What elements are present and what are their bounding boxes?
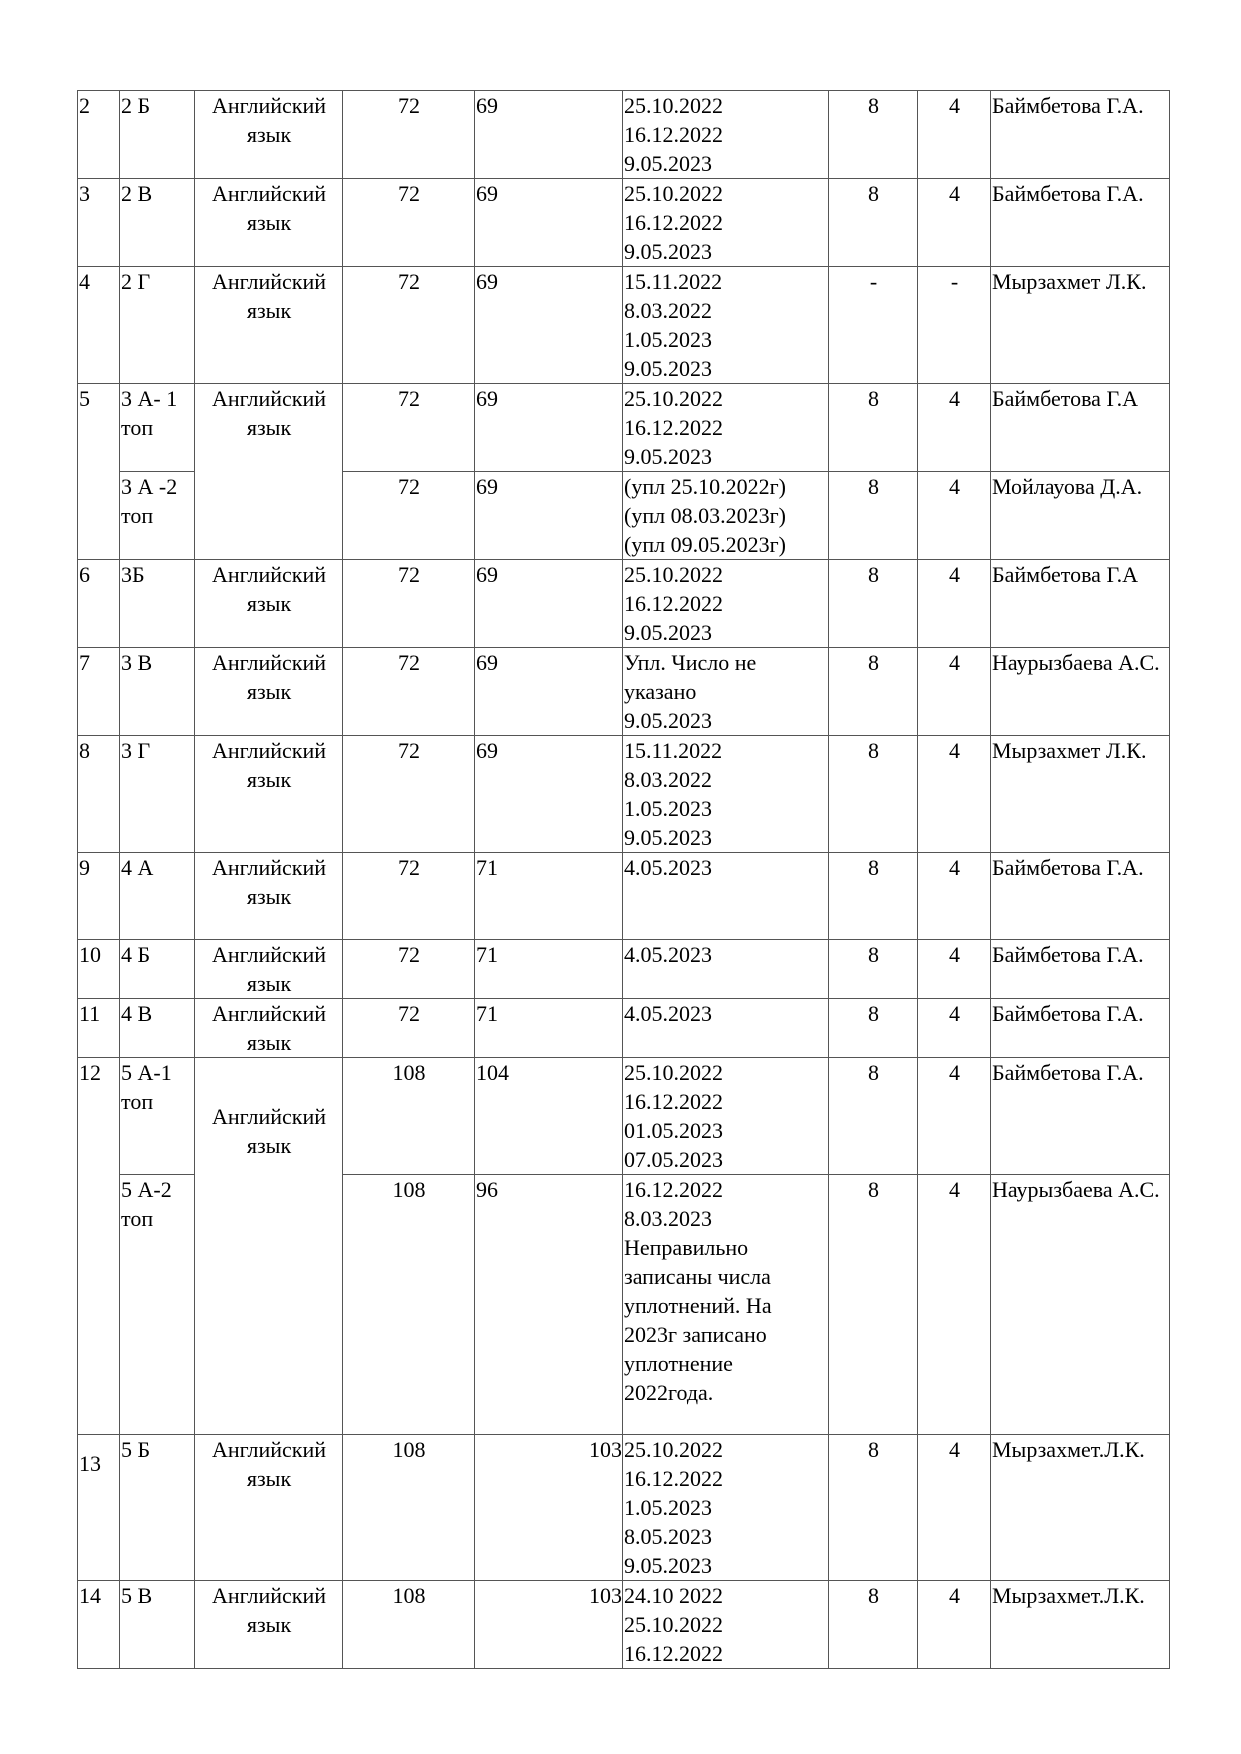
dates-cell [623, 179, 829, 267]
teacher-cell: Наурызбаева А.С. [991, 648, 1170, 736]
table-row [78, 91, 1170, 179]
actual-hours-cell: 103 [475, 1435, 623, 1581]
dates-cell [623, 91, 829, 179]
date-entry: 07.05.2023 [624, 1147, 723, 1172]
count-b-cell: 4 [918, 1058, 991, 1175]
count-a-cell: 8 [829, 736, 918, 853]
planned-hours-cell: 72 [343, 648, 475, 736]
count-a-cell: 8 [829, 853, 918, 940]
teacher-cell: Мойлауова Д.А. [991, 472, 1170, 560]
count-b-cell: 4 [918, 648, 991, 736]
class-cell: 2 В [120, 179, 195, 267]
date-entry: 8.03.2022 [624, 298, 712, 323]
row-number: 3 [78, 179, 120, 267]
row-number [78, 1435, 120, 1581]
count-b-cell: 4 [918, 179, 991, 267]
dates-cell [623, 999, 829, 1058]
date-entry: 9.05.2023 [624, 444, 712, 469]
table-row [78, 940, 1170, 999]
class-cell: 4 А [120, 853, 195, 940]
count-a-cell: 8 [829, 648, 918, 736]
planned-hours-cell: 72 [343, 267, 475, 384]
count-a-cell: 8 [829, 1581, 918, 1669]
actual-hours-cell: 69 [475, 267, 623, 384]
subject-cell: Английский язык [195, 736, 343, 853]
planned-hours-cell: 108 [343, 1058, 475, 1175]
planned-hours-cell: 108 [343, 1175, 475, 1435]
subject-cell: Английский язык [195, 179, 343, 267]
actual-hours-cell: 103 [475, 1581, 623, 1669]
teacher-cell: Мырзахмет Л.К. [991, 267, 1170, 384]
planned-hours-cell: 72 [343, 179, 475, 267]
date-entry: 16.12.2022 [624, 122, 723, 147]
date-entry: (упл 25.10.2022г) [624, 474, 786, 499]
dates-cell [623, 648, 829, 736]
class-cell: 5 А-1 топ [120, 1058, 195, 1175]
teacher-cell: Наурызбаева А.С. [991, 1175, 1170, 1435]
date-entry: (упл 09.05.2023г) [624, 532, 786, 557]
row-number: 7 [78, 648, 120, 736]
subject-cell: Английский язык [195, 91, 343, 179]
date-entry: 25.10.2022 [624, 181, 723, 206]
row-number-text: 13 [79, 1451, 101, 1476]
table-row [78, 560, 1170, 648]
date-entry: (упл 08.03.2023г) [624, 503, 786, 528]
date-entry: 16.12.2022 [624, 591, 723, 616]
date-entry: 9.05.2023 [624, 356, 712, 381]
planned-hours-cell: 72 [343, 736, 475, 853]
class-cell: 5 В [120, 1581, 195, 1669]
date-entry: 15.11.2022 [624, 269, 723, 294]
teacher-cell: Мырзахмет.Л.К. [991, 1581, 1170, 1669]
table-row [78, 1435, 1170, 1581]
table-body [78, 91, 1170, 1669]
date-entry: 25.10.2022 [624, 1612, 723, 1637]
row-number: 6 [78, 560, 120, 648]
planned-hours-cell: 72 [343, 560, 475, 648]
count-a-cell: 8 [829, 999, 918, 1058]
count-b-cell: 4 [918, 560, 991, 648]
dates-cell [623, 853, 829, 940]
planned-hours-cell: 72 [343, 940, 475, 999]
table-row [78, 1581, 1170, 1669]
class-cell: 2 Б [120, 91, 195, 179]
date-entry: 16.12.2022 [624, 1641, 723, 1666]
dates-cell [623, 1175, 829, 1435]
date-entry: 15.11.2022 [624, 738, 723, 763]
teacher-cell: Баймбетова Г.А. [991, 1058, 1170, 1175]
class-cell: 4 В [120, 999, 195, 1058]
actual-hours-cell: 104 [475, 1058, 623, 1175]
dates-cell [623, 560, 829, 648]
class-cell: 3 А- 1 топ [120, 384, 195, 472]
row-number: 5 [78, 384, 120, 560]
date-entry: 16.12.2022 [624, 210, 723, 235]
count-b-cell: 4 [918, 853, 991, 940]
class-cell: 2 Г [120, 267, 195, 384]
subject-cell: Английский язык [195, 384, 343, 560]
date-entry: 9.05.2023 [624, 825, 712, 850]
count-a-cell: 8 [829, 1175, 918, 1435]
class-cell: 5 Б [120, 1435, 195, 1581]
date-entry: 1.05.2023 [624, 327, 712, 352]
subject-cell: Английский язык [195, 648, 343, 736]
planned-hours-cell: 72 [343, 853, 475, 940]
date-entry: 4.05.2023 [624, 942, 712, 967]
subject-text: Английский язык [211, 1104, 327, 1158]
table-row [78, 648, 1170, 736]
date-note: Упл. Число не указано [624, 650, 757, 704]
row-number: 12 [78, 1058, 120, 1435]
date-entry: 9.05.2023 [624, 1553, 712, 1578]
row-number: 2 [78, 91, 120, 179]
actual-hours-cell: 71 [475, 853, 623, 940]
actual-hours-cell: 69 [475, 179, 623, 267]
date-entry: 9.05.2023 [624, 239, 712, 264]
actual-hours-cell: 71 [475, 940, 623, 999]
date-entry: 16.12.2022 [624, 1177, 723, 1202]
date-entry: 24.10 2022 [624, 1583, 723, 1608]
date-entry: 25.10.2022 [624, 562, 723, 587]
actual-hours-cell: 69 [475, 648, 623, 736]
dates-cell [623, 384, 829, 472]
actual-hours-cell: 69 [475, 736, 623, 853]
row-number: 4 [78, 267, 120, 384]
subject-cell: Английский язык [195, 1435, 343, 1581]
table-row [78, 179, 1170, 267]
count-a-cell: 8 [829, 179, 918, 267]
dates-cell [623, 940, 829, 999]
teacher-cell: Баймбетова Г.А [991, 560, 1170, 648]
date-entry: 8.03.2022 [624, 767, 712, 792]
subject-cell: Английский язык [195, 999, 343, 1058]
count-b-cell: 4 [918, 999, 991, 1058]
count-b-cell: 4 [918, 736, 991, 853]
date-entry: 01.05.2023 [624, 1118, 723, 1143]
planned-hours-cell: 72 [343, 384, 475, 472]
row-number: 9 [78, 853, 120, 940]
count-a-cell: 8 [829, 91, 918, 179]
planned-hours-cell: 72 [343, 91, 475, 179]
table-row [78, 736, 1170, 853]
date-entry: 25.10.2022 [624, 1060, 723, 1085]
planned-hours-cell: 108 [343, 1435, 475, 1581]
date-entry: 8.05.2023 [624, 1524, 712, 1549]
subject-cell: Английский язык [195, 853, 343, 940]
subject-cell: Английский язык [195, 1581, 343, 1669]
date-entry: 25.10.2022 [624, 1437, 723, 1462]
count-a-cell: 8 [829, 472, 918, 560]
count-a-cell: 8 [829, 1058, 918, 1175]
class-cell: 3 Г [120, 736, 195, 853]
table-row [78, 384, 1170, 472]
date-entry: 9.05.2023 [624, 708, 712, 733]
table-row [78, 1058, 1170, 1175]
date-entry: 25.10.2022 [624, 386, 723, 411]
date-entry: 16.12.2022 [624, 415, 723, 440]
subject-cell: Английский язык [195, 940, 343, 999]
teacher-cell: Баймбетова Г.А. [991, 940, 1170, 999]
count-b-cell: 4 [918, 940, 991, 999]
teacher-cell: Баймбетова Г.А. [991, 853, 1170, 940]
date-entry: 25.10.2022 [624, 93, 723, 118]
date-entry: 9.05.2023 [624, 620, 712, 645]
count-b-cell: 4 [918, 91, 991, 179]
date-entry: 8.03.2023 [624, 1206, 712, 1231]
dates-cell [623, 1435, 829, 1581]
date-entry: 4.05.2023 [624, 1001, 712, 1026]
row-number: 11 [78, 999, 120, 1058]
teacher-cell: Баймбетова Г.А. [991, 91, 1170, 179]
actual-hours-cell: 69 [475, 560, 623, 648]
count-a-cell: 8 [829, 1435, 918, 1581]
count-a-cell: 8 [829, 384, 918, 472]
date-note: Неправильно записаны числа уплотнений. На 2023г записано уплотнение 2022года. [624, 1235, 772, 1405]
actual-hours-cell: 69 [475, 384, 623, 472]
count-b-cell: 4 [918, 1581, 991, 1669]
planned-hours-cell: 72 [343, 999, 475, 1058]
teacher-cell: Баймбетова Г.А [991, 384, 1170, 472]
count-b-cell: 4 [918, 384, 991, 472]
date-entry: 16.12.2022 [624, 1466, 723, 1491]
count-a-cell: 8 [829, 560, 918, 648]
subject-cell [195, 1058, 343, 1435]
row-number: 10 [78, 940, 120, 999]
dates-cell [623, 267, 829, 384]
count-b-cell: 4 [918, 1175, 991, 1435]
lesson-completion-table [77, 90, 1170, 1669]
class-cell: 5 А-2 топ [120, 1175, 195, 1435]
dates-cell [623, 1581, 829, 1669]
date-entry: 9.05.2023 [624, 151, 712, 176]
date-entry: 16.12.2022 [624, 1089, 723, 1114]
class-cell: 4 Б [120, 940, 195, 999]
dates-cell [623, 736, 829, 853]
subject-cell: Английский язык [195, 560, 343, 648]
row-number: 8 [78, 736, 120, 853]
count-b-cell: - [918, 267, 991, 384]
class-cell: 3Б [120, 560, 195, 648]
teacher-cell: Баймбетова Г.А. [991, 999, 1170, 1058]
count-b-cell: 4 [918, 1435, 991, 1581]
teacher-cell: Мырзахмет Л.К. [991, 736, 1170, 853]
actual-hours-cell: 71 [475, 999, 623, 1058]
count-a-cell: 8 [829, 940, 918, 999]
date-entry: 4.05.2023 [624, 855, 712, 880]
date-entry: 1.05.2023 [624, 1495, 712, 1520]
class-cell: 3 В [120, 648, 195, 736]
actual-hours-cell: 96 [475, 1175, 623, 1435]
planned-hours-cell: 72 [343, 472, 475, 560]
row-number: 14 [78, 1581, 120, 1669]
date-entry: 1.05.2023 [624, 796, 712, 821]
planned-hours-cell: 108 [343, 1581, 475, 1669]
dates-cell [623, 472, 829, 560]
table-row [78, 999, 1170, 1058]
count-b-cell: 4 [918, 472, 991, 560]
table-row [78, 267, 1170, 384]
actual-hours-cell: 69 [475, 91, 623, 179]
table-row [78, 853, 1170, 940]
teacher-cell: Мырзахмет.Л.К. [991, 1435, 1170, 1581]
actual-hours-cell: 69 [475, 472, 623, 560]
dates-cell [623, 1058, 829, 1175]
teacher-cell: Баймбетова Г.А. [991, 179, 1170, 267]
subject-cell: Английский язык [195, 267, 343, 384]
count-a-cell: - [829, 267, 918, 384]
class-cell: 3 А -2 топ [120, 472, 195, 560]
